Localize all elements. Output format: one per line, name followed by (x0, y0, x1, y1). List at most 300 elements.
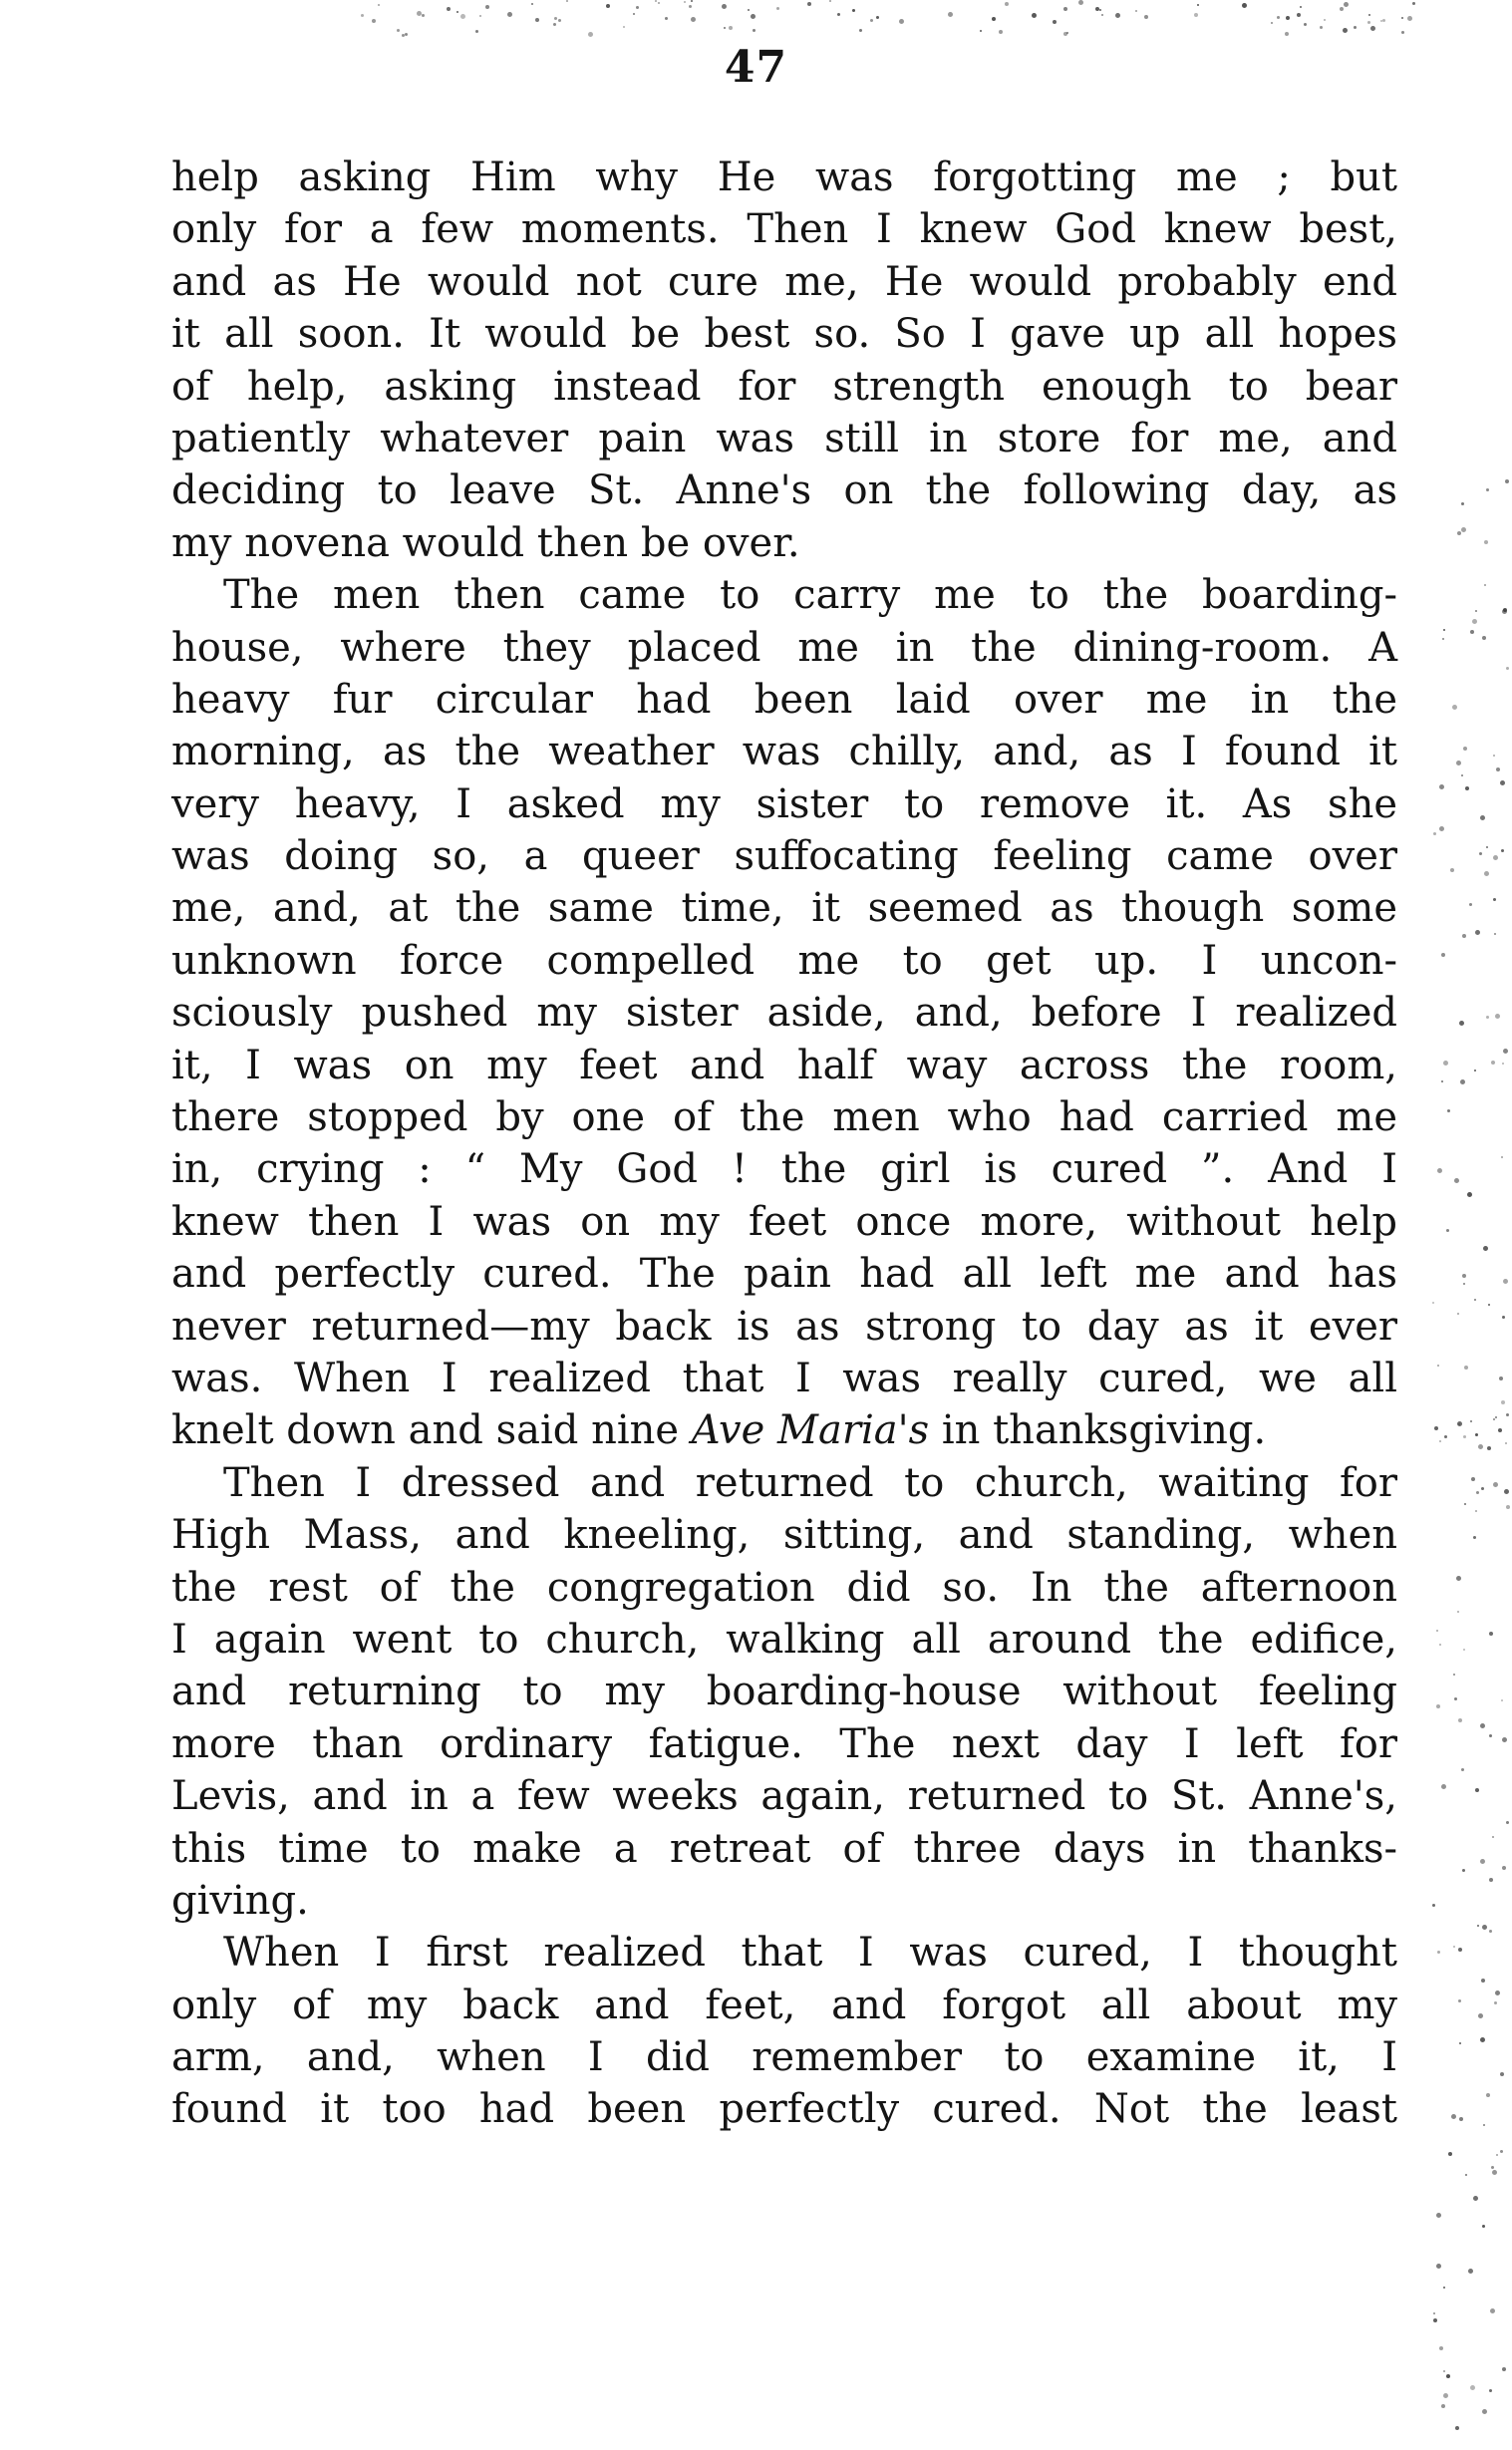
scan-speck (1437, 1951, 1440, 1954)
scan-speck (1474, 1070, 1476, 1072)
text-line (171, 1562, 1397, 1614)
scan-speck (1506, 1821, 1509, 1824)
scan-speck (1505, 479, 1509, 483)
scan-speck (1271, 22, 1273, 24)
scan-speck (1401, 31, 1404, 34)
scan-speck (1437, 1365, 1439, 1367)
text-line (171, 1614, 1397, 1666)
text-segment: there stopped by one of the men who had carried me (171, 1094, 1397, 1141)
text-segment: Levis, and in a few weeks again, returned to St. Anne's, (171, 1773, 1397, 1820)
text-segment: was doing so, a queer suffocating feeling came over (171, 833, 1397, 880)
text-segment: knelt down and said nine (171, 1407, 692, 1454)
scan-speck (1456, 1576, 1461, 1581)
scan-speck (372, 19, 376, 23)
text-line (171, 1353, 1397, 1404)
scan-speck (859, 29, 862, 32)
text-segment: help asking Him why He was forgotting me ; but (171, 154, 1397, 200)
scan-speck (1503, 608, 1507, 612)
scan-speck (1442, 638, 1444, 640)
scan-speck (1053, 20, 1057, 24)
scan-speck (1099, 9, 1101, 11)
scan-speck (1382, 19, 1385, 22)
scan-speck (479, 15, 481, 17)
scan-speck (1439, 784, 1444, 789)
scan-speck (1496, 767, 1500, 771)
text-segment: in, crying : “ My God ! the girl is cured ”. And I (171, 1146, 1397, 1193)
scan-speck (1471, 1477, 1475, 1481)
scan-speck (748, 9, 750, 11)
scan-speck (1368, 14, 1370, 16)
text-line (171, 2031, 1397, 2083)
scan-speck (1478, 2013, 1483, 2018)
scan-speck (1439, 2346, 1443, 2350)
scan-speck (1475, 610, 1477, 612)
scan-speck (1437, 1168, 1442, 1173)
scan-speck (1453, 1946, 1455, 1948)
scan-speck (1441, 953, 1445, 957)
scan-speck (1473, 1536, 1476, 1539)
scan-speck (1495, 1991, 1500, 1995)
scan-speck (1441, 2404, 1445, 2408)
scan-speck (1463, 1649, 1465, 1651)
scan-speck (1444, 1435, 1447, 1438)
scan-speck (1498, 1428, 1502, 1432)
scan-speck (1495, 1416, 1497, 1418)
scan-speck (1115, 13, 1120, 18)
scan-speck (1401, 17, 1403, 19)
scan-speck (1495, 1014, 1500, 1019)
text-segment: in thanksgiving. (929, 1407, 1267, 1454)
scan-speck (1478, 1444, 1483, 1449)
text-line (171, 1718, 1397, 1770)
text-line (171, 152, 1397, 203)
scan-speck (1487, 1446, 1491, 1450)
text-line (171, 622, 1397, 674)
scan-speck (1502, 1866, 1506, 1870)
scan-noise-top (359, 0, 1435, 38)
scan-speck (1304, 23, 1307, 26)
scan-speck (1502, 1063, 1504, 1065)
scan-speck (1242, 3, 1247, 8)
scan-speck (1500, 2072, 1504, 2076)
scan-speck (1475, 1788, 1479, 1792)
scan-speck (689, 5, 692, 8)
text-segment: more than ordinary fatigue. The next day I left for (171, 1720, 1397, 1767)
scan-speck (1436, 1704, 1440, 1708)
text-line (171, 935, 1397, 987)
scan-speck (1433, 832, 1436, 835)
scan-speck (460, 14, 465, 19)
scan-speck (1412, 2, 1415, 5)
scan-speck (1454, 1697, 1457, 1700)
text-segment: and as He would not cure me, He would probably end (171, 258, 1397, 305)
scan-speck (1489, 1878, 1493, 1882)
scan-speck (1500, 780, 1505, 785)
scan-speck (1286, 16, 1290, 20)
scan-speck (1506, 667, 1509, 670)
scan-speck (1462, 1869, 1465, 1872)
text-line (171, 778, 1397, 830)
scan-speck (1439, 826, 1444, 831)
scan-speck (1482, 2225, 1485, 2228)
text-segment: and returning to my boarding-house without feeling (171, 1669, 1397, 1715)
scan-speck (1005, 2, 1009, 6)
scan-speck (1433, 2312, 1435, 2314)
scan-speck (531, 3, 533, 5)
scan-speck (1470, 1420, 1472, 1422)
scan-speck (1493, 1482, 1498, 1487)
scan-speck (1434, 1426, 1438, 1430)
text-line (171, 1457, 1397, 1509)
text-line (171, 308, 1397, 360)
scan-speck (1481, 1979, 1485, 1983)
scan-speck (485, 5, 489, 9)
scan-speck (1457, 1313, 1459, 1315)
scan-speck (1493, 855, 1498, 860)
scan-speck (724, 27, 726, 29)
text-segment: knew then I was on my feet once more, without help (171, 1198, 1397, 1245)
scan-speck (397, 29, 400, 32)
scan-speck (807, 2, 811, 6)
scan-speck (1475, 1433, 1478, 1436)
scan-speck (417, 11, 422, 16)
text-line (171, 1248, 1397, 1300)
scan-speck (1452, 705, 1457, 710)
text-segment: Then I dressed and returned to church, waiting for (223, 1459, 1397, 1506)
text-segment: very heavy, I asked my sister to remove it. As she (171, 780, 1397, 827)
scan-speck (1460, 1079, 1465, 1084)
text-segment: it all soon. It would be best so. So I gave up all hopes (171, 311, 1397, 358)
scan-speck (361, 14, 364, 17)
text-line (171, 1404, 1397, 1456)
scan-speck (1433, 2318, 1437, 2322)
scan-speck (1473, 2196, 1478, 2201)
scan-speck (1480, 815, 1485, 820)
scan-speck (1459, 1021, 1464, 1026)
scan-speck (1144, 15, 1148, 19)
scan-speck (1458, 1423, 1460, 1425)
text-segment: house, where they placed me in the dining-room. A (171, 624, 1397, 671)
scan-speck (1459, 2042, 1461, 2044)
scan-speck (1457, 531, 1461, 535)
scan-speck (1465, 2174, 1467, 2176)
scan-speck (1453, 1674, 1455, 1676)
scan-speck (1499, 1377, 1503, 1380)
scan-speck (1439, 1440, 1441, 1442)
text-line (171, 1875, 1397, 1927)
scan-speck (1443, 629, 1445, 631)
scan-speck (948, 12, 953, 17)
body-text (171, 152, 1397, 2136)
scan-speck (456, 11, 458, 13)
text-line (171, 1927, 1397, 1979)
scan-speck (1443, 2287, 1445, 2289)
scan-speck (1451, 2114, 1456, 2119)
scan-speck (837, 13, 840, 16)
scan-speck (1462, 934, 1466, 938)
text-segment: the rest of the congregation did so. In the afternoon (171, 1564, 1397, 1611)
scan-speck (1101, 14, 1103, 16)
text-line (171, 1091, 1397, 1143)
scan-speck (753, 29, 756, 32)
scan-speck (722, 4, 727, 9)
scan-speck (1501, 849, 1504, 852)
scan-speck (1470, 2385, 1475, 2390)
scan-speck (1463, 1283, 1465, 1285)
scan-speck (1367, 21, 1370, 24)
scan-speck (1461, 527, 1466, 532)
scan-speck (1344, 2, 1349, 7)
text-line (171, 464, 1397, 516)
scan-speck (1436, 2213, 1441, 2218)
scan-speck (1488, 1304, 1490, 1306)
scan-speck (1492, 2170, 1497, 2175)
scan-speck (1489, 1930, 1492, 1933)
text-line (171, 1980, 1397, 2031)
scan-speck (1477, 1925, 1479, 1927)
scan-speck (1491, 2166, 1494, 2169)
scan-speck (729, 26, 733, 30)
text-line (171, 1143, 1397, 1195)
scan-speck (658, 2, 660, 4)
scan-speck (447, 7, 451, 11)
scan-speck (1407, 16, 1412, 21)
scan-speck (1277, 16, 1280, 19)
text-segment: sciously pushed my sister aside, and, before I realized (171, 990, 1397, 1037)
text-line (171, 1301, 1397, 1353)
text-segment: patiently whatever pain was still in store for me, and (171, 415, 1397, 461)
scan-speck (1441, 1784, 1446, 1789)
scan-speck (1457, 1611, 1459, 1613)
scan-speck (1501, 1400, 1505, 1404)
scan-speck (1502, 1737, 1507, 1742)
scan-speck (1464, 1503, 1466, 1505)
scan-speck (1463, 747, 1467, 751)
scan-speck (1078, 0, 1083, 5)
scan-speck (980, 30, 982, 32)
text-line (171, 517, 1397, 569)
scan-speck (1494, 933, 1496, 935)
text-segment: only of my back and feet, and forgot all about my (171, 1982, 1397, 2028)
scan-speck (623, 26, 625, 28)
scan-noise-right-margin (1432, 459, 1512, 2432)
text-line (171, 361, 1397, 413)
scan-speck (1446, 1229, 1449, 1232)
text-segment: and perfectly cured. The pain had all left me and has (171, 1251, 1397, 1298)
scan-speck (1458, 1999, 1461, 2002)
scan-speck (553, 23, 556, 26)
scan-speck (475, 30, 478, 33)
scan-speck (1486, 488, 1489, 491)
scan-speck (999, 30, 1003, 34)
scan-speck (566, 0, 568, 2)
text-segment: it, I was on my feet and half way across the room, (171, 1042, 1397, 1088)
scan-speck (1197, 4, 1199, 6)
italic-text: Ave Maria's (691, 1407, 930, 1454)
text-line (171, 1666, 1397, 1717)
scan-speck (1493, 898, 1496, 901)
scan-speck (829, 0, 831, 2)
text-segment: my novena would then be over. (171, 519, 800, 566)
scan-speck (1432, 1904, 1435, 1907)
scan-speck (1501, 1699, 1503, 1701)
scan-speck (588, 32, 593, 37)
scan-speck (1489, 1632, 1493, 1636)
text-line (171, 726, 1397, 777)
scan-speck (1458, 1948, 1462, 1952)
scan-speck (1482, 1925, 1487, 1930)
scan-speck (1456, 761, 1461, 766)
scan-speck (1447, 1109, 1450, 1112)
scan-speck (1493, 1418, 1495, 1420)
text-segment: only for a few moments. Then I knew God knew best, (171, 206, 1397, 253)
scan-speck (606, 4, 610, 8)
scan-speck (1492, 1836, 1494, 1838)
scan-speck (1494, 2001, 1497, 2004)
text-line (171, 830, 1397, 882)
text-segment: deciding to leave St. Anne's on the following day, as (171, 467, 1397, 514)
scan-speck (1493, 755, 1495, 757)
text-segment: found it too had been perfectly cured. Not the least (171, 2086, 1397, 2133)
scan-speck (1483, 1246, 1488, 1251)
scan-speck (1480, 2037, 1485, 2042)
scan-speck (633, 13, 635, 15)
text-line (171, 413, 1397, 464)
scan-speck (899, 19, 904, 24)
scan-speck (1340, 7, 1344, 11)
scan-speck (992, 17, 996, 21)
scan-speck (1463, 1435, 1466, 1438)
scan-speck (1503, 1279, 1508, 1284)
scan-speck (1503, 1049, 1508, 1054)
scan-speck (1480, 1723, 1485, 1728)
scan-speck (1432, 1302, 1434, 1304)
scan-speck (1484, 540, 1488, 544)
scan-speck (405, 33, 408, 36)
scan-speck (1320, 26, 1323, 29)
scan-speck (378, 4, 380, 6)
text-segment: never returned—my back is as strong to day as it ever (171, 1303, 1397, 1350)
scan-speck (1324, 19, 1326, 21)
scan-speck (1032, 13, 1037, 18)
scan-speck (1480, 1859, 1485, 1864)
scan-speck (1458, 1718, 1462, 1722)
scan-speck (1483, 2124, 1485, 2126)
scan-speck (1490, 2308, 1495, 2313)
page-number: 47 (724, 42, 788, 93)
scan-speck (1063, 7, 1067, 11)
scan-speck (1436, 1630, 1438, 1632)
scan-speck (558, 19, 561, 22)
scan-speck (1454, 1178, 1459, 1183)
text-segment: this time to make a retreat of three days in thanks- (171, 1825, 1397, 1872)
scan-speck (1482, 636, 1486, 640)
scan-speck (1489, 1734, 1492, 1737)
scan-speck (1297, 13, 1301, 17)
scan-speck (1481, 1487, 1484, 1490)
scan-speck (1461, 774, 1463, 776)
scan-speck (691, 0, 693, 2)
text-line (171, 882, 1397, 934)
scan-speck (1479, 852, 1482, 855)
scan-speck (1443, 1061, 1448, 1066)
text-line (171, 2083, 1397, 2135)
scan-speck (1467, 1192, 1472, 1197)
scan-speck (1443, 2393, 1448, 2398)
scan-speck (1475, 1510, 1477, 1512)
scan-speck (691, 17, 696, 22)
scan-speck (1484, 584, 1486, 586)
scan-speck (776, 7, 779, 10)
scan-speck (1470, 630, 1474, 634)
scan-speck (1476, 1491, 1479, 1494)
scan-speck (1469, 903, 1472, 906)
scan-speck (1506, 1505, 1510, 1509)
text-segment: High Mass, and kneeling, sitting, and standing, when (171, 1512, 1397, 1559)
scan-speck (1436, 2264, 1441, 2269)
scan-speck (1506, 1413, 1509, 1416)
scan-speck (1439, 1644, 1441, 1646)
text-line (171, 1509, 1397, 1561)
scan-speck (1501, 1156, 1503, 1158)
scan-speck (870, 19, 873, 22)
text-line (171, 674, 1397, 726)
scan-speck (1465, 786, 1469, 790)
scan-speck (1474, 1299, 1476, 1301)
scan-speck (535, 18, 539, 22)
scan-speck (1455, 2426, 1459, 2430)
scan-speck (655, 0, 657, 2)
scan-speck (1135, 10, 1137, 12)
scan-speck (751, 14, 756, 19)
scan-speck (1300, 6, 1302, 8)
scan-speck (1482, 2409, 1487, 2414)
scan-speck (1461, 502, 1464, 505)
text-segment: unknown force compelled me to get up. I uncon- (171, 937, 1397, 984)
scan-speck (1475, 930, 1480, 935)
text-line (171, 1770, 1397, 1822)
scan-speck (1484, 871, 1489, 876)
text-segment: was. When I realized that I was really cured, we all (171, 1355, 1397, 1401)
scan-speck (1468, 2269, 1473, 2274)
scan-speck (1450, 868, 1454, 872)
scan-speck (1343, 28, 1348, 33)
scan-speck (1370, 26, 1375, 31)
scan-speck (1500, 2150, 1503, 2153)
scan-speck (1446, 2374, 1450, 2378)
scan-speck (1464, 1366, 1468, 1370)
scan-speck (1502, 1316, 1505, 1319)
scan-speck (1489, 2389, 1492, 2392)
text-line (171, 1040, 1397, 1091)
text-segment: me, and, at the same time, it seemed as though some (171, 885, 1397, 932)
text-segment: arm, and, when I did remember to examine it, I (171, 2034, 1397, 2081)
scan-speck (1502, 2367, 1506, 2371)
scan-speck (1486, 846, 1488, 848)
text-line (171, 569, 1397, 621)
text-line (171, 203, 1397, 255)
scan-speck (1063, 32, 1067, 36)
scan-speck (684, 1, 686, 3)
scan-speck (1461, 1768, 1464, 1771)
scan-speck (1462, 1274, 1466, 1278)
scan-speck (1504, 1489, 1509, 1494)
scan-speck (1354, 26, 1357, 29)
text-line (171, 1196, 1397, 1248)
text-segment: giving. (171, 1877, 309, 1924)
text-segment: I again went to church, walking all around the edifice, (171, 1616, 1397, 1663)
scan-speck (1505, 1442, 1507, 1444)
